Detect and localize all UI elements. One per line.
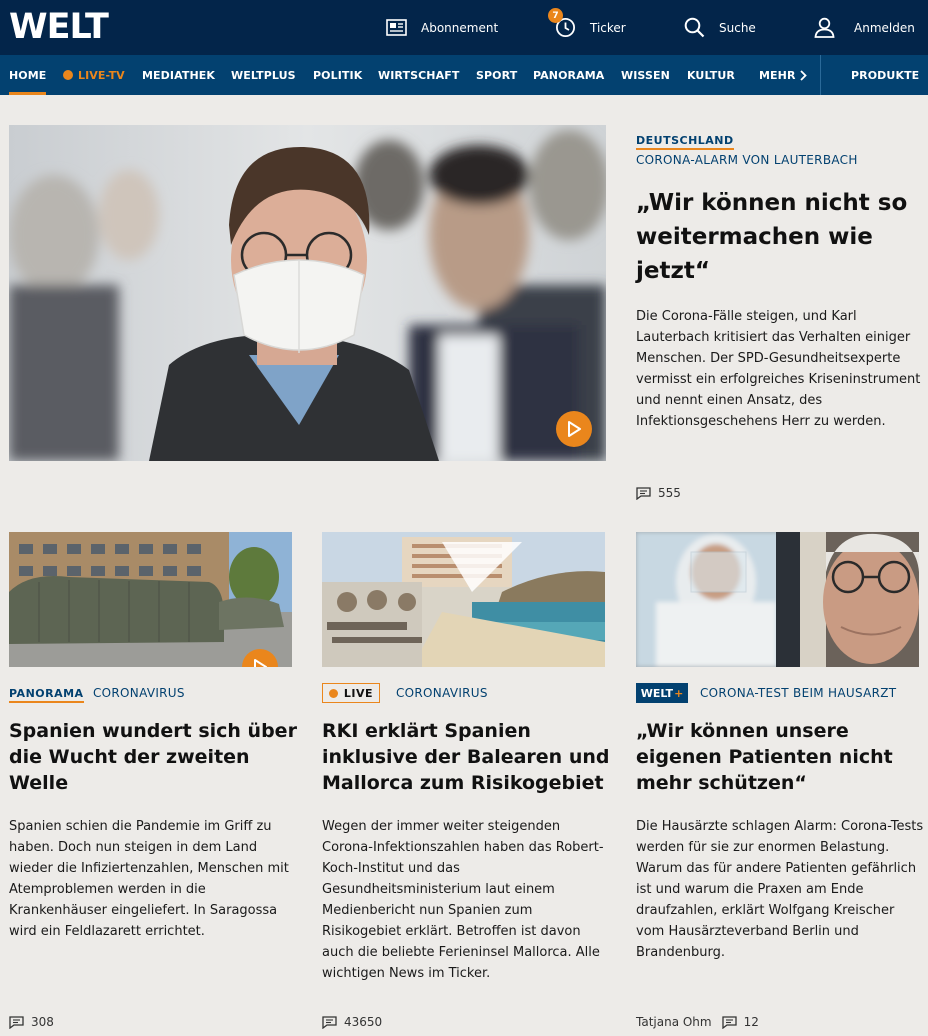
- nav-wissen[interactable]: [621, 55, 670, 95]
- abonnement-link[interactable]: [386, 0, 498, 55]
- hero-image[interactable]: [9, 125, 606, 461]
- section-nav: [0, 55, 928, 95]
- nav-label: HOME: [9, 68, 47, 82]
- card-image-doctor[interactable]: [636, 532, 919, 667]
- nav-label: POLITIK: [313, 68, 363, 82]
- nav-mehr[interactable]: [759, 55, 807, 95]
- live-badge-label: LIVE: [343, 686, 374, 700]
- comment-icon: [322, 1016, 344, 1029]
- nav-label: WIRTSCHAFT: [378, 68, 460, 82]
- card-topic[interactable]: CORONAVIRUS: [93, 686, 185, 700]
- ticker-label: Ticker: [590, 20, 626, 35]
- abonnement-label: Abonnement: [421, 20, 499, 35]
- nav-panorama[interactable]: [533, 55, 604, 95]
- author-name[interactable]: Tatjana Ohm: [636, 1015, 712, 1029]
- weltplus-badge[interactable]: [636, 683, 688, 703]
- nav-sport[interactable]: [476, 55, 517, 95]
- ticker-count-badge: 7: [548, 8, 563, 23]
- live-badge[interactable]: [322, 683, 380, 703]
- logo-text: WELT: [9, 9, 108, 41]
- search-label: Suche: [719, 20, 756, 35]
- card-topic[interactable]: CORONA-TEST BEIM HAUSARZT: [700, 686, 897, 700]
- live-dot-icon: [63, 70, 73, 80]
- card-kicker[interactable]: PANORAMA: [9, 687, 84, 703]
- weltplus-plus: +: [674, 686, 684, 700]
- newspaper-icon: [386, 19, 407, 36]
- top-header: [0, 0, 928, 55]
- user-icon: [814, 17, 835, 38]
- live-dot-icon: [329, 689, 338, 698]
- card-image-tents[interactable]: [9, 532, 292, 667]
- card-teaser: Spanien schien die Pandemie im Griff zu haben. Doch nun steigen in dem Land wieder die Infiziertenzahlen, Menschen mit Atemproblemen werden in die Krankenhäuser eingeliefert. In Saragossa wird ein Feldlazarett errichtet.: [9, 819, 289, 939]
- card-topic[interactable]: CORONAVIRUS: [396, 686, 488, 700]
- nav-wirtschaft[interactable]: [378, 55, 459, 95]
- card-headline[interactable]: „Wir können unsere eigenen Patienten nicht mehr schützen“: [636, 720, 893, 794]
- comment-count[interactable]: 12: [743, 1015, 759, 1029]
- comment-count: 555: [658, 486, 681, 500]
- nav-politik[interactable]: [313, 55, 362, 95]
- play-icon: [567, 421, 581, 437]
- hero-comments[interactable]: [636, 486, 681, 500]
- clock-icon: [552, 10, 576, 38]
- chevron-right-icon: [800, 70, 807, 81]
- nav-label: WELTPLUS: [231, 68, 296, 82]
- nav-home[interactable]: [9, 55, 46, 95]
- nav-live-tv[interactable]: [63, 55, 125, 95]
- weltplus-badge-label: WELT: [640, 686, 674, 700]
- card-headline[interactable]: RKI erklärt Spanien inklusive der Balearen und Mallorca zum Risikogebiet: [322, 720, 610, 794]
- nav-weltplus[interactable]: [231, 55, 296, 95]
- comment-icon: [9, 1016, 31, 1029]
- nav-label: MEDIATHEK: [142, 68, 215, 82]
- play-icon: [253, 659, 267, 667]
- nav-divider: [820, 55, 821, 95]
- nav-label: LIVE-TV: [78, 68, 125, 82]
- nav-kultur[interactable]: [687, 55, 735, 95]
- card-meta: [636, 1015, 759, 1029]
- nav-label: KULTUR: [687, 68, 735, 82]
- card-headline[interactable]: Spanien wundert sich über die Wucht der zweiten Welle: [9, 720, 297, 794]
- card-teaser: Wegen der immer weiter steigenden Corona-Infektionszahlen haben das Robert-Koch-Institut und das Gesundheitsministerium laut einem Medienbericht nun Spanien zum Risikogebiet erklärt. Betroffen ist davon auch die beliebte Ferieninsel Mallorca. Alle wichtigen News im Ticker.: [322, 819, 604, 981]
- ticker-link[interactable]: [552, 0, 626, 55]
- nav-label: MEHR: [759, 68, 796, 82]
- hero-kicker[interactable]: DEUTSCHLAND: [636, 134, 734, 150]
- card-teaser: Die Hausärzte schlagen Alarm: Corona-Tests werden für sie zur enormen Belastung. Warum das für andere Patienten gefährlich ist und warum die Praxen am Ende draufzahlen, erklärt Wolfgang Kreischer vom Hausärzteverband Berlin und Brandenburg.: [636, 819, 924, 960]
- search-icon: [684, 17, 705, 38]
- hero-topic[interactable]: CORONA-ALARM VON LAUTERBACH: [636, 153, 858, 167]
- nav-label: WISSEN: [621, 68, 670, 82]
- login-label: Anmelden: [854, 20, 915, 35]
- comment-icon[interactable]: [722, 1016, 744, 1029]
- login-link[interactable]: [814, 0, 915, 55]
- card-image-beach[interactable]: [322, 532, 605, 667]
- nav-label: PRODUKTE: [851, 68, 920, 82]
- hero-teaser: Die Corona-Fälle steigen, und Karl Lauterbach kritisiert das Verhalten einiger Menschen. Der SPD-Gesundheitsexperte vermisst ein erfolgreiches Kriseninstrument und nennt einen Ansatz, des Infektionsgeschehens Herr zu werden.: [636, 309, 921, 429]
- video-play-button[interactable]: [556, 411, 592, 447]
- nav-mediathek[interactable]: [142, 55, 215, 95]
- nav-produkte[interactable]: [851, 55, 919, 95]
- nav-label: PANORAMA: [533, 68, 605, 82]
- welt-logo[interactable]: [9, 9, 123, 41]
- comment-count: 43650: [344, 1015, 383, 1029]
- comment-icon: [636, 487, 658, 500]
- hero-headline[interactable]: „Wir können nicht so weitermachen wie jetzt“: [636, 190, 908, 284]
- card-comments[interactable]: [322, 1015, 382, 1029]
- nav-label: SPORT: [476, 68, 518, 82]
- search-link[interactable]: [684, 0, 756, 55]
- card-comments[interactable]: [9, 1015, 54, 1029]
- comment-count: 308: [31, 1015, 54, 1029]
